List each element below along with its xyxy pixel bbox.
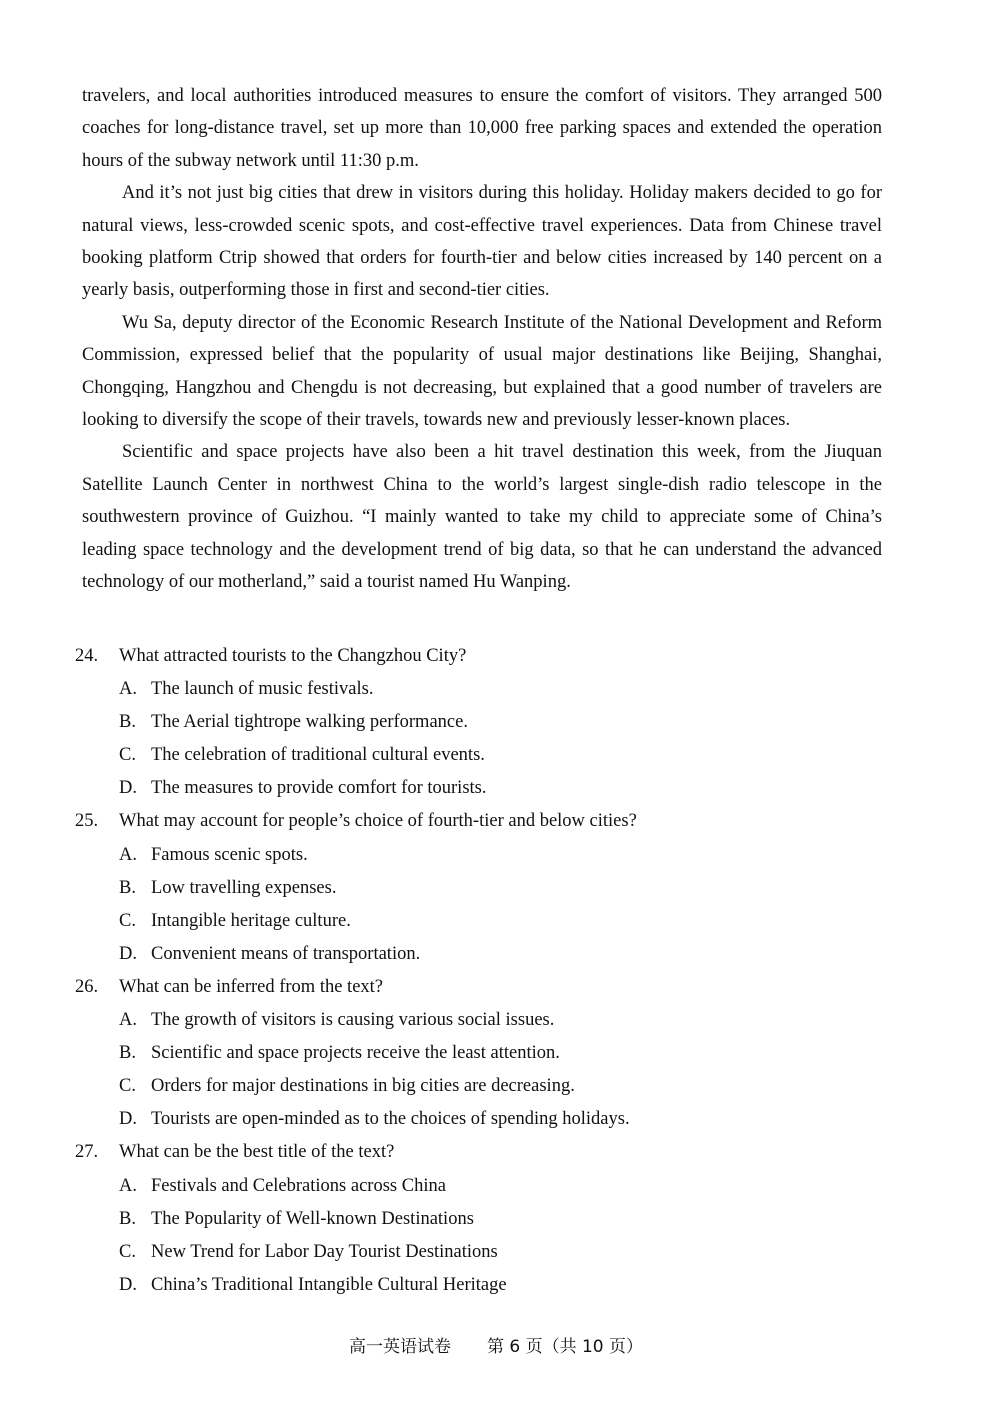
option-text: The Popularity of Well-known Destinations [151, 1208, 474, 1229]
option-letter: A. [119, 844, 137, 865]
reading-passage [82, 80, 882, 599]
option-c [75, 1070, 895, 1103]
question-number: 25. [75, 811, 99, 832]
option-d [75, 1269, 895, 1302]
option-text: Famous scenic spots. [151, 844, 308, 865]
option-d [75, 772, 895, 805]
option-text: Orders for major destinations in big cities are decreasing. [151, 1076, 575, 1097]
option-letter: A. [119, 1010, 137, 1031]
question-text: What may account for people’s choice of fourth-tier and below cities? [119, 811, 637, 832]
option-text: The Aerial tightrope walking performance. [151, 712, 468, 733]
question-text: What can be the best title of the text? [119, 1142, 395, 1163]
option-text: Intangible heritage culture. [151, 910, 351, 931]
option-d [75, 938, 895, 971]
passage-paragraph-3: Wu Sa, deputy director of the Economic Research Institute of the National Development and Reform Commission, expressed belief that the popularity of usual major destinations like Beijing, Shanghai, Chongqing, Hangzhou and Chengdu is not decreasing, but explained that a good number of travelers are looking to diversify the scope of their travels, towards new and previously lesser-known places. [82, 312, 882, 431]
option-text: The measures to provide comfort for tourists. [151, 778, 487, 799]
option-letter: D. [119, 1109, 137, 1130]
question-25 [75, 805, 895, 970]
option-text: Scientific and space projects receive the least attention. [151, 1043, 560, 1064]
option-text: Low travelling expenses. [151, 877, 337, 898]
question-number: 26. [75, 976, 99, 997]
option-text: Festivals and Celebrations across China [151, 1175, 446, 1196]
option-letter: C. [119, 745, 136, 766]
option-text: China’s Traditional Intangible Cultural Heritage [151, 1274, 507, 1295]
option-text: Tourists are open-minded as to the choices of spending holidays. [151, 1109, 630, 1130]
option-b [75, 706, 895, 739]
option-letter: D. [119, 778, 137, 799]
option-letter: C. [119, 1241, 136, 1262]
option-letter: C. [119, 910, 136, 931]
option-text: The launch of music festivals. [151, 679, 374, 700]
option-letter: D. [119, 943, 137, 964]
question-list [75, 640, 895, 1302]
question-stem [75, 1136, 895, 1169]
option-letter: A. [119, 679, 137, 700]
question-26 [75, 971, 895, 1136]
option-a [75, 839, 895, 872]
option-letter: C. [119, 1076, 136, 1097]
option-text: New Trend for Labor Day Tourist Destinations [151, 1241, 498, 1262]
option-letter: B. [119, 1208, 136, 1229]
option-letter: B. [119, 712, 136, 733]
option-letter: B. [119, 877, 136, 898]
page-number: 第 6 页（共 10 页） [486, 1337, 644, 1357]
option-a [75, 1170, 895, 1203]
option-b [75, 872, 895, 905]
exam-title: 高一英语试卷 [348, 1337, 451, 1357]
option-letter: A. [119, 1175, 137, 1196]
option-c [75, 905, 895, 938]
question-text: What attracted tourists to the Changzhou City? [119, 646, 467, 666]
page-footer [0, 1332, 992, 1357]
option-d [75, 1103, 895, 1136]
question-stem [75, 640, 895, 673]
question-number: 24. [75, 646, 99, 666]
passage-paragraph-1: travelers, and local authorities introduced measures to ensure the comfort of visitors. They arranged 500 coaches for long-distance travel, set up more than 10,000 free parking spaces and extended the operation hours of the subway network until 11:30 p.m. [82, 86, 882, 171]
passage-paragraph-2: And it’s not just big cities that drew in visitors during this holiday. Holiday makers decided to go for natural views, less-crowded scenic spots, and cost-effective travel experiences. Data from Chinese travel booking platform Ctrip showed that orders for fourth-tier and below cities increased by 140 percent on a yearly basis, outperforming those in first and second-tier cities. [82, 183, 882, 301]
question-24 [75, 640, 895, 805]
option-letter: D. [119, 1274, 137, 1295]
option-a [75, 673, 895, 706]
option-c [75, 1236, 895, 1269]
option-text: Convenient means of transportation. [151, 943, 421, 964]
option-b [75, 1203, 895, 1236]
question-27 [75, 1136, 895, 1301]
option-b [75, 1037, 895, 1070]
option-text: The growth of visitors is causing various social issues. [151, 1010, 555, 1031]
question-stem [75, 971, 895, 1004]
option-a [75, 1004, 895, 1037]
question-text: What can be inferred from the text? [119, 976, 384, 997]
option-c [75, 739, 895, 772]
question-stem [75, 805, 895, 838]
option-letter: B. [119, 1043, 136, 1064]
question-number: 27. [75, 1142, 99, 1163]
passage-paragraph-4: Scientific and space projects have also been a hit travel destination this week, from the Jiuquan Satellite Launch Center in northwest China to the world’s largest single-dish radio telescope in the southwestern province of Guizhou. “I mainly wanted to take my child to appreciate some of China’s leading space technology and the development trend of big data, so that he can understand the advanced technology of our motherland,” said a tourist named Hu Wanping. [82, 442, 882, 593]
option-text: The celebration of traditional cultural events. [151, 745, 485, 766]
